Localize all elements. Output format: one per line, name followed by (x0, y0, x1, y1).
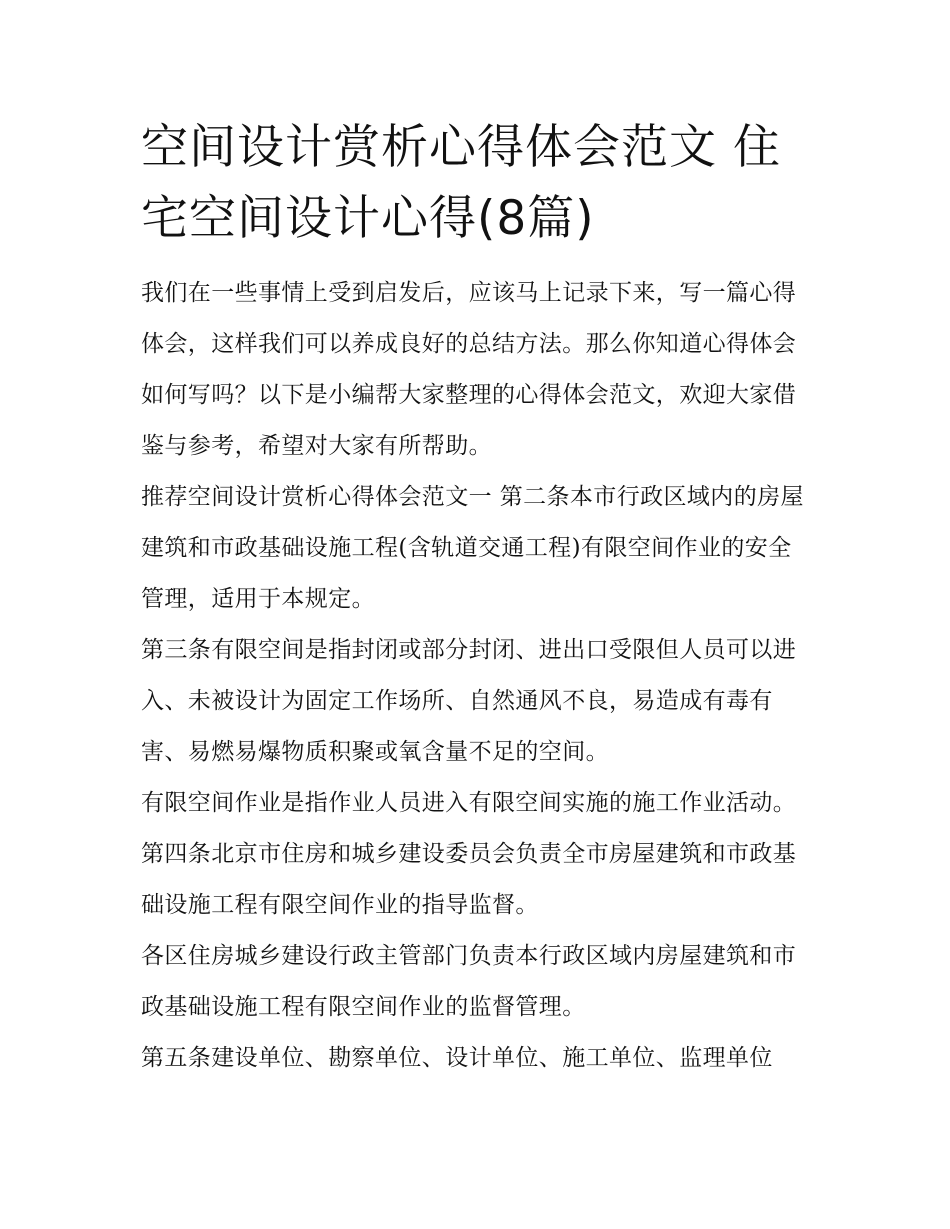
document-title: 空间设计赏析心得体会范文 住宅空间设计心得(8篇) (141, 120, 781, 246)
paragraph-article-3: 第三条有限空间是指封闭或部分封闭、进出口受限但人员可以进入、未被设计为固定工作场所、自然通风不良，易造成有毒有害、易燃易爆物质积聚或氧含量不足的空间。 (141, 637, 797, 765)
document-content (141, 112, 813, 1084)
paragraph-intro: 我们在一些事情上受到启发后，应该马上记录下来，写一篇心得体会，这样我们可以养成良好的总结方法。那么你知道心得体会如何写吗？以下是小编帮大家整理的心得体会范文，欢迎大家借鉴与参考，希望对大家有所帮助。 (141, 280, 797, 459)
document-body (141, 268, 813, 1084)
paragraph-article-5: 第五条建设单位、勘察单位、设计单位、施工单位、监理单位 (141, 1045, 773, 1071)
paragraph-article-4: 有限空间作业是指作业人员进入有限空间实施的施工作业活动。 第四条北京市住房和城乡建设委员会负责全市房屋建筑和市政基础设施工程有限空间作业的指导监督。 (141, 790, 797, 918)
paragraph-article-2: 推荐空间设计赏析心得体会范文一 第二条本市行政区域内的房屋建筑和市政基础设施工程(含轨道交通工程)有限空间作业的安全管理，适用于本规定。 (141, 484, 804, 612)
paragraph-district-supervision: 各区住房城乡建设行政主管部门负责本行政区域内房屋建筑和市政基础设施工程有限空间作业的监督管理。 (141, 943, 797, 1020)
